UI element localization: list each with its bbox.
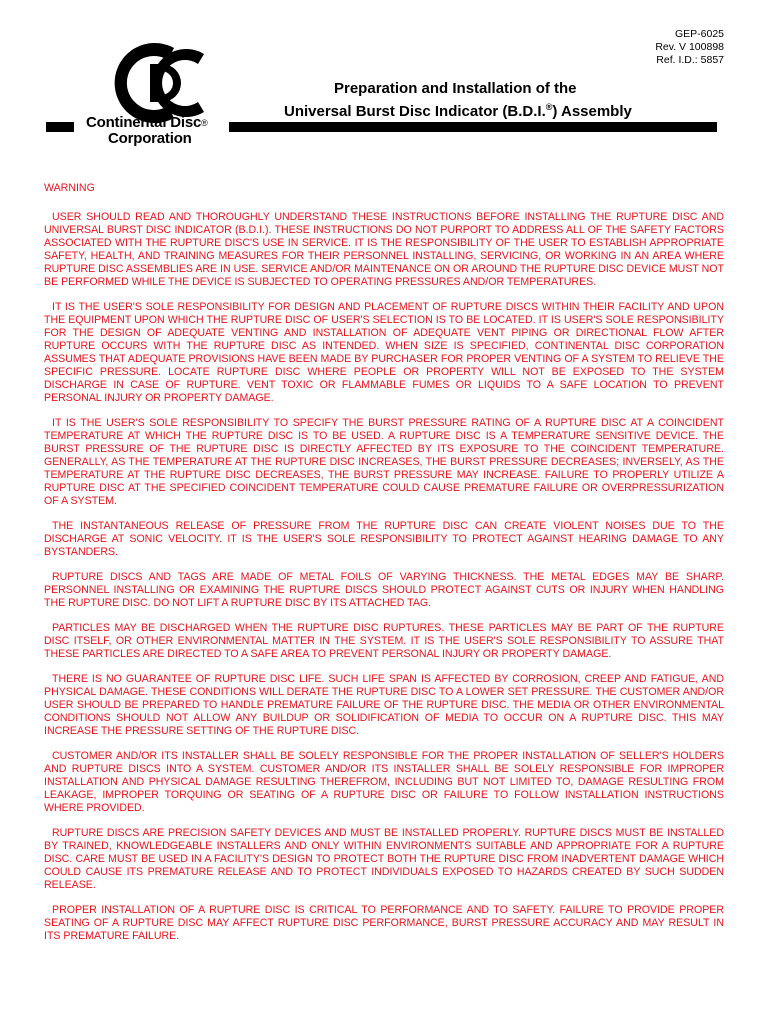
- warning-paragraph: USER SHOULD READ AND THOROUGHLY UNDERSTAND THESE INSTRUCTIONS BEFORE INSTALLING THE RUPTURE DISC AND UNIVERSAL BURST DISC INDICATOR (B.D.I.). THESE INSTRUCTIONS DO NOT PURPORT TO ADDRESS ALL OF THE SAFETY FACTORS ASSOCIATED WITH THE RUPTURE DISC'S USE IN SERVICE. IT IS THE RESPONSIBILITY OF THE USER TO ESTABLISH APPROPRIATE SAFETY, HEALTH, AND TRAINING MEASURES FOR THEIR PERSONNEL INSTALLING, SERVICING, OR WORKING IN AN AREA WHERE RUPTURE DISC ASSEMBLIES ARE IN USE. SERVICE AND/OR MAINTENANCE ON OR AROUND THE RUPTURE DISC DEVICE MUST NOT BE PERFORMED WHILE THE DEVICE IS SUBJECTED TO OPERATING PRESSURES AND/OR TEMPERATURES.: [44, 211, 724, 288]
- warning-paragraph: PROPER INSTALLATION OF A RUPTURE DISC IS CRITICAL TO PERFORMANCE AND TO SAFETY. FAILURE TO PROVIDE PROPER SEATING OF A RUPTURE DISC MAY AFFECT RUPTURE DISC PERFORMANCE, BURST PRESSURE ACCURACY AND MAY RESULT IN ITS PREMATURE FAILURE.: [44, 904, 724, 942]
- warning-paragraph: PARTICLES MAY BE DISCHARGED WHEN THE RUPTURE DISC RUPTURES. THESE PARTICLES MAY BE PART OF THE RUPTURE DISC ITSELF, OR OTHER ENVIRONMENTAL MATTER IN THE SYSTEM. IT IS THE USER'S SOLE RESPONSIBILITY TO ASSURE THAT THESE PARTICLES ARE DIRECTED TO A SAFE AREA TO PREVENT PERSONAL INJURY OR PROPERTY DAMAGE.: [44, 622, 724, 660]
- company-name-line1: Continental Disc: [86, 114, 202, 131]
- warning-paragraph: RUPTURE DISCS ARE PRECISION SAFETY DEVICES AND MUST BE INSTALLED PROPERLY. RUPTURE DISCS MUST BE INSTALLED BY TRAINED, KNOWLEDGEABLE INSTALLERS AND ONLY WITHIN ENVIRONMENTS SUITABLE AND APPROPRIATE FOR A RUPTURE DISC. CARE MUST BE USED IN A FACILITY'S DESIGN TO PROTECT BOTH THE RUPTURE DISC FROM INADVERTENT DAMAGE WHICH COULD CAUSE ITS PREMATURE RELEASE AND TO PROTECT INDIVIDUALS EXPOSED TO HAZARDS CREATED BY SUCH SUDDEN RELEASE.: [44, 827, 724, 891]
- warning-paragraph: THERE IS NO GUARANTEE OF RUPTURE DISC LIFE. SUCH LIFE SPAN IS AFFECTED BY CORROSION, CREEP AND FATIGUE, AND PHYSICAL DAMAGE. THESE CONDITIONS WILL DERATE THE RUPTURE DISC TO A LOWER SET PRESSURE. THE CUSTOMER AND/OR USER SHOULD BE PREPARED TO HANDLE PREMATURE FAILURE OF THE RUPTURE DISC. THE MEDIA OR OTHER ENVIRONMENTAL CONDITIONS SHOULD NOT ALLOW ANY BUILDUP OR SOLIDIFICATION OF MEDIA TO OCCUR ON A RUPTURE DISC. THIS MAY INCREASE THE PRESSURE SETTING OF THE RUPTURE DISC.: [44, 673, 724, 737]
- title-line-1: Preparation and Installation of the: [334, 80, 577, 97]
- warning-section: [44, 182, 724, 955]
- warning-paragraph: RUPTURE DISCS AND TAGS ARE MADE OF METAL FOILS OF VARYING THICKNESS. THE METAL EDGES MAY BE SHARP. PERSONNEL INSTALLING OR EXAMINING THE RUPTURE DISCS SHOULD PROTECT AGAINST CUTS OR INJURY WHEN HANDLING THE RUPTURE DISC. DO NOT LIFT A RUPTURE DISC BY ITS ATTACHED TAG.: [44, 571, 724, 609]
- warning-paragraph: IT IS THE USER'S SOLE RESPONSIBILITY FOR DESIGN AND PLACEMENT OF RUPTURE DISCS WITHIN THEIR FACILITY AND UPON THE EQUIPMENT UPON WHICH THE RUPTURE DISC OF USER'S SELECTION IS TO BE LOCATED. IT IS USER'S SOLE RESPONSIBILITY FOR THE DESIGN OF ADEQUATE VENTING AND INSTALLATION OF ADEQUATE VENT PIPING OR DIRECTIONAL FLOW AFTER RUPTURE OCCURS WITH THE RUPTURE DISC AS INTENDED. WHEN SIZE IS SPECIFIED, CONTINENTAL DISC CORPORATION ASSUMES THAT ADEQUATE PROVISIONS HAVE BEEN MADE BY PURCHASER FOR PROPER VENTING OF A SYSTEM TO RELIEVE THE SPECIFIC PRESSURE. LOCATE RUPTURE DISC WHERE PEOPLE OR PROPERTY WILL NOT BE EXPOSED TO THE SYSTEM DISCHARGE IN CASE OF RUPTURE. VENT TOXIC OR FLAMMABLE FUMES OR LIQUIDS TO A SAFE LOCATION TO PREVENT PERSONAL INJURY OR PROPERTY DAMAGE.: [44, 301, 724, 404]
- title-line-2-post: ) Assembly: [552, 103, 632, 120]
- company-name-line2: Corporation: [108, 130, 192, 147]
- doc-ref-id: Ref. I.D.: 5857: [656, 54, 724, 66]
- doc-number: GEP-6025: [674, 28, 724, 40]
- warning-paragraph: CUSTOMER AND/OR ITS INSTALLER SHALL BE SOLELY RESPONSIBLE FOR THE PROPER INSTALLATION OF SELLER'S HOLDERS AND RUPTURE DISCS INTO A SYSTEM. CUSTOMER AND/OR ITS INSTALLER SHALL BE SOLELY RESPONSIBLE FOR IMPROPER INSTALLATION AND PHYSICAL DAMAGE RESULTING THEREFROM, INCLUDING BUT NOT LIMITED TO, DAMAGE RESULTING FROM LEAKAGE, IMPROPER TORQUING OR SEATING OF A RUPTURE DISC OR FAILURE TO FOLLOW INSTALLATION INSTRUCTIONS WHERE PROVIDED.: [44, 750, 724, 814]
- title-line-2: [284, 103, 632, 120]
- title-line-2-pre: Universal Burst Disc Indicator (B.D.I.: [284, 103, 546, 120]
- warning-paragraph: IT IS THE USER'S SOLE RESPONSIBILITY TO SPECIFY THE BURST PRESSURE RATING OF A RUPTURE DISC AT A COINCIDENT TEMPERATURE AT WHICH THE RUPTURE DISC IS TO BE USED. A RUPTURE DISC IS A TEMPERATURE SENSITIVE DEVICE. THE BURST PRESSURE OF THE RUPTURE DISC IS DIRECTLY AFFECTED BY ITS EXPOSURE TO THE COINCIDENT TEMPERATURE. GENERALLY, AS THE TEMPERATURE AT THE RUPTURE DISC INCREASES, THE BURST PRESSURE DECREASES; INVERSELY, AS THE TEMPERATURE AT THE RUPTURE DISC DECREASES, THE BURST PRESSURE MAY INCREASE. FAILURE TO PROPERLY UTILIZE A RUPTURE DISC AT THE SPECIFIED COINCIDENT TEMPERATURE COULD CAUSE PREMATURE FAILURE OR OVERPRESSURIZATION OF A SYSTEM.: [44, 417, 724, 507]
- header-rule-left: [46, 122, 74, 132]
- header-rule-right: [229, 122, 717, 132]
- company-name: [86, 115, 208, 147]
- doc-revision: Rev. V 100898: [655, 41, 724, 53]
- title-reg-mark: ®: [545, 102, 553, 112]
- document-reference: [655, 28, 724, 67]
- warning-heading: WARNING: [44, 182, 95, 194]
- warning-paragraph: THE INSTANTANEOUS RELEASE OF PRESSURE FROM THE RUPTURE DISC CAN CREATE VIOLENT NOISES DUE TO THE DISCHARGE AT SONIC VELOCITY. IT IS THE USER'S SOLE RESPONSIBILITY TO PROTECT AGAINST HEARING DAMAGE TO ANY BYSTANDERS.: [44, 520, 724, 558]
- registered-mark: ®: [201, 118, 208, 128]
- document-title: [284, 79, 704, 121]
